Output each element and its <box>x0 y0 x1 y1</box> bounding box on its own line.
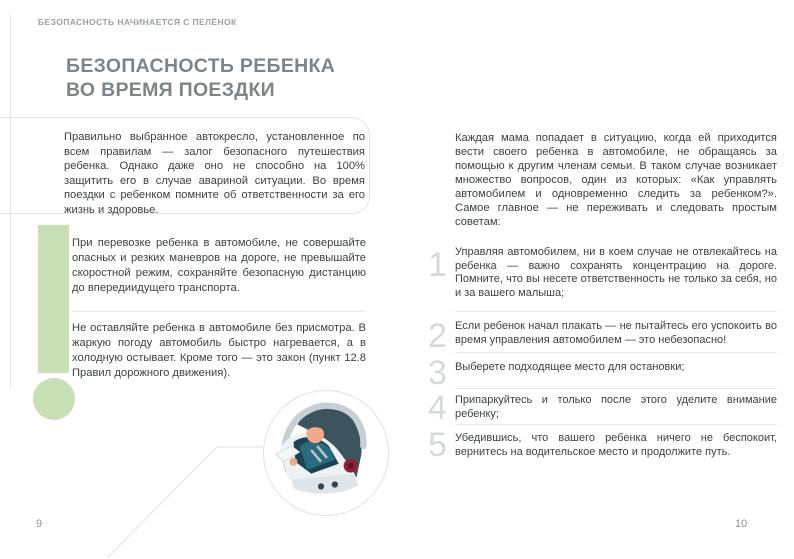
page-title-line1: БЕЗОПАСНОСТЬ РЕБЕНКА <box>66 55 336 77</box>
tip-text-1: Управляя автомобилем, ни в коем случае не отвлекайтесь на ребенка — важно сохранять концентрацию на дороге. Помните, что вы несете ответственность не только за себя, но и за вашего малыша; <box>455 246 777 299</box>
page-number-right: 10 <box>735 518 748 530</box>
safety-paragraph-2: Не оставляйте ребенка в автомобиле без присмотра. В жаркую погоду автомобиль быстро нагревается, а в холодную остывает. Кроме того — это закон (пункт 12.8 Правил дорожного движения). <box>72 322 366 379</box>
tip-number-5: 5 <box>428 426 447 464</box>
exclamation-mark-dot <box>33 378 75 420</box>
tip-separator-1 <box>455 311 777 312</box>
tip-separator-2 <box>455 352 777 353</box>
page-title-line2: ВО ВРЕМЯ ПОЕЗДКИ <box>66 79 275 101</box>
exclamation-mark-bar <box>38 225 69 373</box>
decorative-angle-line <box>100 440 270 559</box>
tip-number-2: 2 <box>428 317 447 355</box>
safety-paragraph-1: При перевозке ребенка в автомобиле, не совершайте опасных и резких маневров на дороге, не превышайте скоростной режим, сохраняйте безопасную дистанцию до впередиидущего транспорта. <box>72 237 366 294</box>
tip-separator-3 <box>455 388 777 389</box>
page-number-left: 9 <box>36 518 43 530</box>
tip-number-1: 1 <box>428 246 447 284</box>
tip-text-2: Если ребенок начал плакать — не пытайтесь его успокоить во время управления автомобилем — это небезопасно! <box>455 320 777 346</box>
left-separator <box>72 311 365 312</box>
tip-number-4: 4 <box>428 389 447 427</box>
page-title <box>66 54 335 102</box>
tip-separator-4 <box>455 424 777 425</box>
infant-car-seat-illustration <box>263 390 389 516</box>
tip-number-3: 3 <box>428 354 447 392</box>
tip-text-3: Выберете подходящее место для остановки; <box>455 361 685 373</box>
tip-text-5: Убедившись, что вашего ребенка ничего не беспокоит, вернитесь на водительское место и продолжите путь. <box>455 432 777 458</box>
infant-car-seat-icon <box>264 391 386 513</box>
intro-card-text: Правильно выбранное автокресло, установленное по всем правилам — залог безопасного путешествия ребенка. Однако даже оно не способно на 100% защитить его в случае авариной ситуации. Во время поездки с ребенком помните об ответственности за его жизнь и здоровье. <box>64 131 365 216</box>
running-header: БЕЗОПАСНОСТЬ НАЧИНАЕТСЯ С ПЕЛЁНОК <box>38 17 237 27</box>
tip-text-4: Припаркуйтесь и только после этого уделите внимание ребенку; <box>455 394 777 420</box>
right-intro-text: Каждая мама попадает в ситуацию, когда ей приходится вести своего ребенка в автомобиле, не обращаясь за помощью к другим членам семьи. В таком случае возникает множество вопросов, один из которых: «Как управлять автомобилем и одновременно следить за ребенком?». Самое главное — не переживать и следовать простым советам: <box>455 132 777 228</box>
